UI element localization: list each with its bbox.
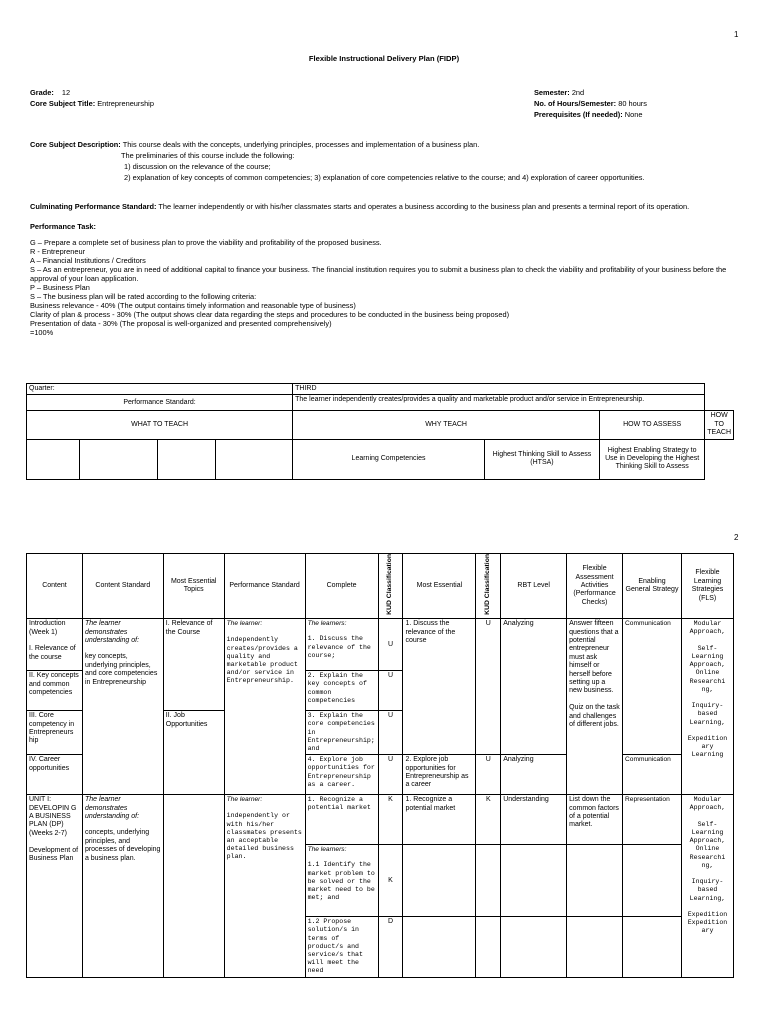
rbt-2: Analyzing [501,755,567,795]
fls-1: Modular Approach, Self-Learning Approach, Online Researchi ng, Inquiry-based Learning, Expedition ary Learning [681,619,733,795]
what-to-teach-header: WHAT TO TEACH [27,411,293,439]
complete-4: 4. Explore job opportunities for Entrepreneurship as a career. [305,755,378,795]
description-label: Core Subject Description: [30,140,121,149]
kud-cell: K [378,795,403,845]
kud-cell: U [378,619,403,671]
why-teach-header: WHY TEACH [293,411,600,439]
perf-text: independently creates/provides a quality and marketable product and/or service in Entrepreneurship. [226,636,298,685]
kud-cell: U [378,671,403,711]
task-line: =100% [30,328,54,337]
performance-standard-2 [224,795,305,977]
complete-3: 3. Explain the core competencies in Entrepreneurship; and [305,711,378,755]
kud-label: KUD Classification [386,554,394,615]
std-text: key concepts, underlying principles, and core competencies in Entrepreneurship [84,653,158,686]
subject-row [30,99,154,108]
semester-value: 2nd [571,88,585,97]
hours-value: 80 hours [618,99,647,108]
perf-italic: The learner: [226,796,263,804]
description-line-3: 1) discussion on the relevance of the course; [124,162,271,171]
grade-label: Grade: [30,88,54,97]
empty-cell [163,795,224,977]
perf-text: independently or with his/her classmates presents an acceptable detailed business plan. [226,812,302,861]
empty-cell [27,439,80,479]
empty-cell [80,439,157,479]
enabling-2: Communication [623,755,682,795]
perf-std-label: Performance Standard: [27,395,293,411]
task-line: Clarity of plan & process - 30% (The output shows clear data regarding the steps and procedures to be conducted in the business being proposed) [30,310,510,319]
header-content: Content [27,554,83,619]
comp-text: 1.1 Identify the market problem to be solved or the market need to be met; and [307,861,375,902]
subject-label: Core Subject Title: [30,99,96,108]
enabling-3: Representation [623,795,682,845]
header-complete: Complete [305,554,378,619]
task-line: Business relevance - 40% (The output contains timely information and reasonable type of business) [30,301,356,310]
kud-cell: D [378,917,403,977]
empty-cell [476,845,501,917]
std-italic: The learner demonstrates understanding of: [84,796,140,821]
empty-cell [623,917,682,977]
hours-label: No. of Hours/Semester: [534,99,617,108]
content-standard-1 [82,619,163,795]
culminating-row [30,202,689,211]
empty-cell [403,845,476,917]
task-line: A – Financial Institutions / Creditors [30,256,146,265]
rbt-3: Understanding [501,795,567,845]
performance-task-list [30,238,745,337]
how-to-assess-header: HOW TO ASSESS [600,411,705,439]
description-line-2: The preliminaries of this course include the following: [121,151,295,160]
empty-cell [623,845,682,917]
complete-5: 1. Recognize a potential market [305,795,378,845]
rbt-1: Analyzing [501,619,567,755]
performance-task-label: Performance Task: [30,222,96,231]
std-italic: The learner demonstrates understanding of: [84,620,140,645]
comp-italic: The learners: [307,620,347,628]
content-intro: Introduction (Week 1) I. Relevance of the course [27,619,83,671]
description-text: This course deals with the concepts, underlying principles, processes and implementation of a business plan. [122,140,480,149]
prereq-label: Prerequisites (If needed): [534,110,623,119]
header-kud-1 [378,554,403,619]
task-line: G – Prepare a complete set of business plan to prove the viability and profitability of the proposed business. [30,238,382,247]
content-core-competency: III. Core competency in Entrepreneurs hip [27,711,83,755]
content-career: IV. Career opportunities [27,755,83,795]
culminating-text: The learner independently or with his/her classmates starts and operates a business according to the business plan and presents a terminal report of its operation. [158,202,690,211]
grade-row [30,88,70,97]
most-essential-2: 2. Explore job opportunities for Entrepreneurship as a career [403,755,476,795]
task-line: R - Entrepreneur [30,247,86,256]
header-most-essential: Most Essential [403,554,476,619]
fls-2: Modular Approach, Self-Learning Approach, Online Researchi ng, Inquiry-based Learning, Expedition Expedition ary [681,795,733,977]
quarter-value: THIRD [293,384,705,395]
task-line: P – Business Plan [30,283,90,292]
kud-label: KUD Classification [484,554,492,615]
kud-cell: U [476,755,501,795]
header-performance-standard: Performance Standard [224,554,305,619]
empty-cell [567,845,623,917]
std-text: concepts, underlying principles, and processes of developing a business plan. [84,829,161,862]
empty-cell [476,917,501,977]
perf-std-value: The learner independently creates/provides a quality and marketable product and/or service in Entrepreneurship. [293,395,705,411]
empty-cell [215,439,292,479]
subject-value: Entrepreneurship [97,99,154,108]
description-line-4: 2) explanation of key concepts of common competencies; 3) explanation of core competencies relative to the course; and 4) exploration of career opportunities. [124,173,645,182]
header-fls: Flexible Learning Strategies (FLS) [681,554,733,619]
prereq-value: None [624,110,643,119]
header-kud-2 [476,554,501,619]
header-rbt-level: RBT Level [501,554,567,619]
header-most-essential-topics: Most Essential Topics [163,554,224,619]
assessment-2: List down the common factors of a potential market. [567,795,623,845]
quarter-label: Quarter: [27,384,293,395]
document-title: Flexible Instructional Delivery Plan (FIDP) [308,54,460,63]
complete-2: 2. Explain the key concepts of common competencies [305,671,378,711]
enabling-1: Communication [623,619,682,755]
description-row [30,140,479,149]
complete-7: 1.2 Propose solution/s in terms of product/s and service/s that will meet the need [305,917,378,977]
grade-value: 12 [61,88,71,97]
topic-relevance: I. Relevance of the Course [163,619,224,711]
complete-1 [305,619,378,671]
topic-job-opportunities: II. Job Opportunities [163,711,224,795]
header-enabling-strategy: Enabling General Strategy [623,554,682,619]
how-to-teach-header: HOW TO TEACH [705,411,734,439]
content-standard-2 [82,795,163,977]
empty-cell [567,917,623,977]
task-line: Presentation of data - 30% (The proposal is well-organized and presented comprehensively) [30,319,332,328]
assessment-1: Answer fifteen questions that a potential entrepreneur must ask himself or herself before setting up a new business. Quiz on the task and challenges of different jobs. [567,619,623,795]
hours-row [534,99,647,108]
empty-cell [501,917,567,977]
content-key-concepts: II. Key concepts and common competencies [27,671,83,711]
perf-italic: The learner: [226,620,263,628]
performance-standard-1 [224,619,305,795]
learning-competencies-header: Learning Competencies [293,439,485,479]
empty-cell [157,439,215,479]
semester-row [534,88,584,97]
prereq-row [534,110,642,119]
page-number-1: 1 [734,30,739,39]
semester-label: Semester: [534,88,570,97]
most-essential-3: 1. Recognize a potential market [403,795,476,845]
page-number-2: 2 [734,533,739,542]
empty-cell [403,917,476,977]
htsa-header: Highest Thinking Skill to Assess (HTSA) [484,439,599,479]
kud-cell: U [378,755,403,795]
fidp-detail-table [26,553,734,978]
kud-cell: K [476,795,501,845]
fidp-summary-table [26,383,734,480]
task-line: approval of your loan application. [30,274,139,283]
header-flexible-assessment: Flexible Assessment Activities (Performance Checks) [567,554,623,619]
comp-text: 1. Discuss the relevance of the course; [307,635,371,659]
most-essential-1: 1. Discuss the relevance of the course [403,619,476,755]
kud-cell: U [378,711,403,755]
task-line: S – The business plan will be rated according to the following criteria: [30,292,257,301]
task-line: S – As an entrepreneur, you are in need of additional capital to finance your business. The financial institution requires you to submit a business plan to check the viability and profitability of your business before the [30,265,727,274]
comp-italic: The learners: [307,846,347,854]
culminating-label: Culminating Performance Standard: [30,202,157,211]
empty-cell [501,845,567,917]
kud-cell: U [476,619,501,755]
hes-header: Highest Enabling Strategy to Use in Developing the Highest Thinking Skill to Assess [600,439,705,479]
content-unit-1: UNIT I: DEVELOPIN G A BUSINESS PLAN (DP) (Weeks 2-7) Development of Business Plan [27,795,83,977]
kud-cell: K [378,845,403,917]
header-content-standard: Content Standard [82,554,163,619]
complete-6 [305,845,378,917]
